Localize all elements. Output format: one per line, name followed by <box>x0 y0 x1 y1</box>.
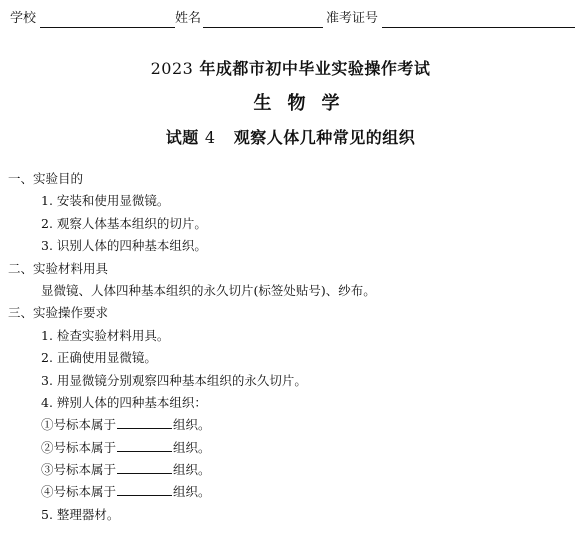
question-prefix: 试题 <box>165 128 199 147</box>
specimen-fill-row <box>8 414 573 436</box>
specimen-answer-blank[interactable] <box>117 481 172 496</box>
exam-title <box>0 56 581 79</box>
name-blank[interactable] <box>203 27 323 28</box>
specimen-fill-row <box>8 481 573 503</box>
exam-year: 2023 <box>150 59 194 78</box>
purpose-item: 2. 观察人体基本组织的切片。 <box>41 215 207 231</box>
name-label: 姓名 <box>175 11 202 26</box>
specimen-prefix: ④号标本属于 <box>41 484 117 500</box>
specimen-answer-blank[interactable] <box>117 437 172 452</box>
specimen-suffix: 组织。 <box>173 484 211 500</box>
specimen-suffix: 组织。 <box>173 417 211 433</box>
question-number: 4 <box>204 128 216 147</box>
specimen-prefix: ③号标本属于 <box>41 462 117 478</box>
specimen-fill-row <box>8 437 573 459</box>
operation-item: 5. 整理器材。 <box>41 506 120 522</box>
purpose-item: 1. 安装和使用显微镜。 <box>41 193 170 209</box>
operation-item: 2. 正确使用显微镜。 <box>41 350 157 366</box>
materials-text: 显微镜、人体四种基本组织的永久切片(标签处贴号)、纱布。 <box>41 282 376 298</box>
operation-item: 3. 用显微镜分别观察四种基本组织的永久切片。 <box>41 372 307 388</box>
question-topic: 观察人体几种常见的组织 <box>233 128 416 147</box>
specimen-suffix: 组织。 <box>173 462 211 478</box>
school-label: 学校 <box>10 11 37 26</box>
section-heading-materials: 二、实验材料用具 <box>8 260 109 276</box>
exam-content <box>8 168 573 526</box>
ticket-number-blank[interactable] <box>382 27 575 28</box>
section-heading-operations: 三、实验操作要求 <box>8 305 109 321</box>
exam-title-text: 年成都市初中毕业实验操作考试 <box>199 59 431 78</box>
school-blank[interactable] <box>40 27 175 28</box>
operation-item: 4. 辨别人体的四种基本组织： <box>41 394 207 410</box>
specimen-answer-blank[interactable] <box>117 459 172 474</box>
specimen-answer-blank[interactable] <box>117 414 172 429</box>
specimen-prefix: ①号标本属于 <box>41 417 117 433</box>
question-title <box>0 125 581 148</box>
ticket-number-label: 准考证号 <box>326 11 379 26</box>
section-heading-purpose: 一、实验目的 <box>8 171 84 186</box>
candidate-info-line <box>10 10 575 30</box>
subject-title: 生物学 <box>253 93 356 114</box>
operation-item: 1. 检查实验材料用具。 <box>41 327 170 343</box>
purpose-item: 3. 识别人体的四种基本组织。 <box>41 238 207 254</box>
specimen-suffix: 组织。 <box>173 439 211 455</box>
specimen-fill-row <box>8 459 573 481</box>
specimen-prefix: ②号标本属于 <box>41 439 117 455</box>
